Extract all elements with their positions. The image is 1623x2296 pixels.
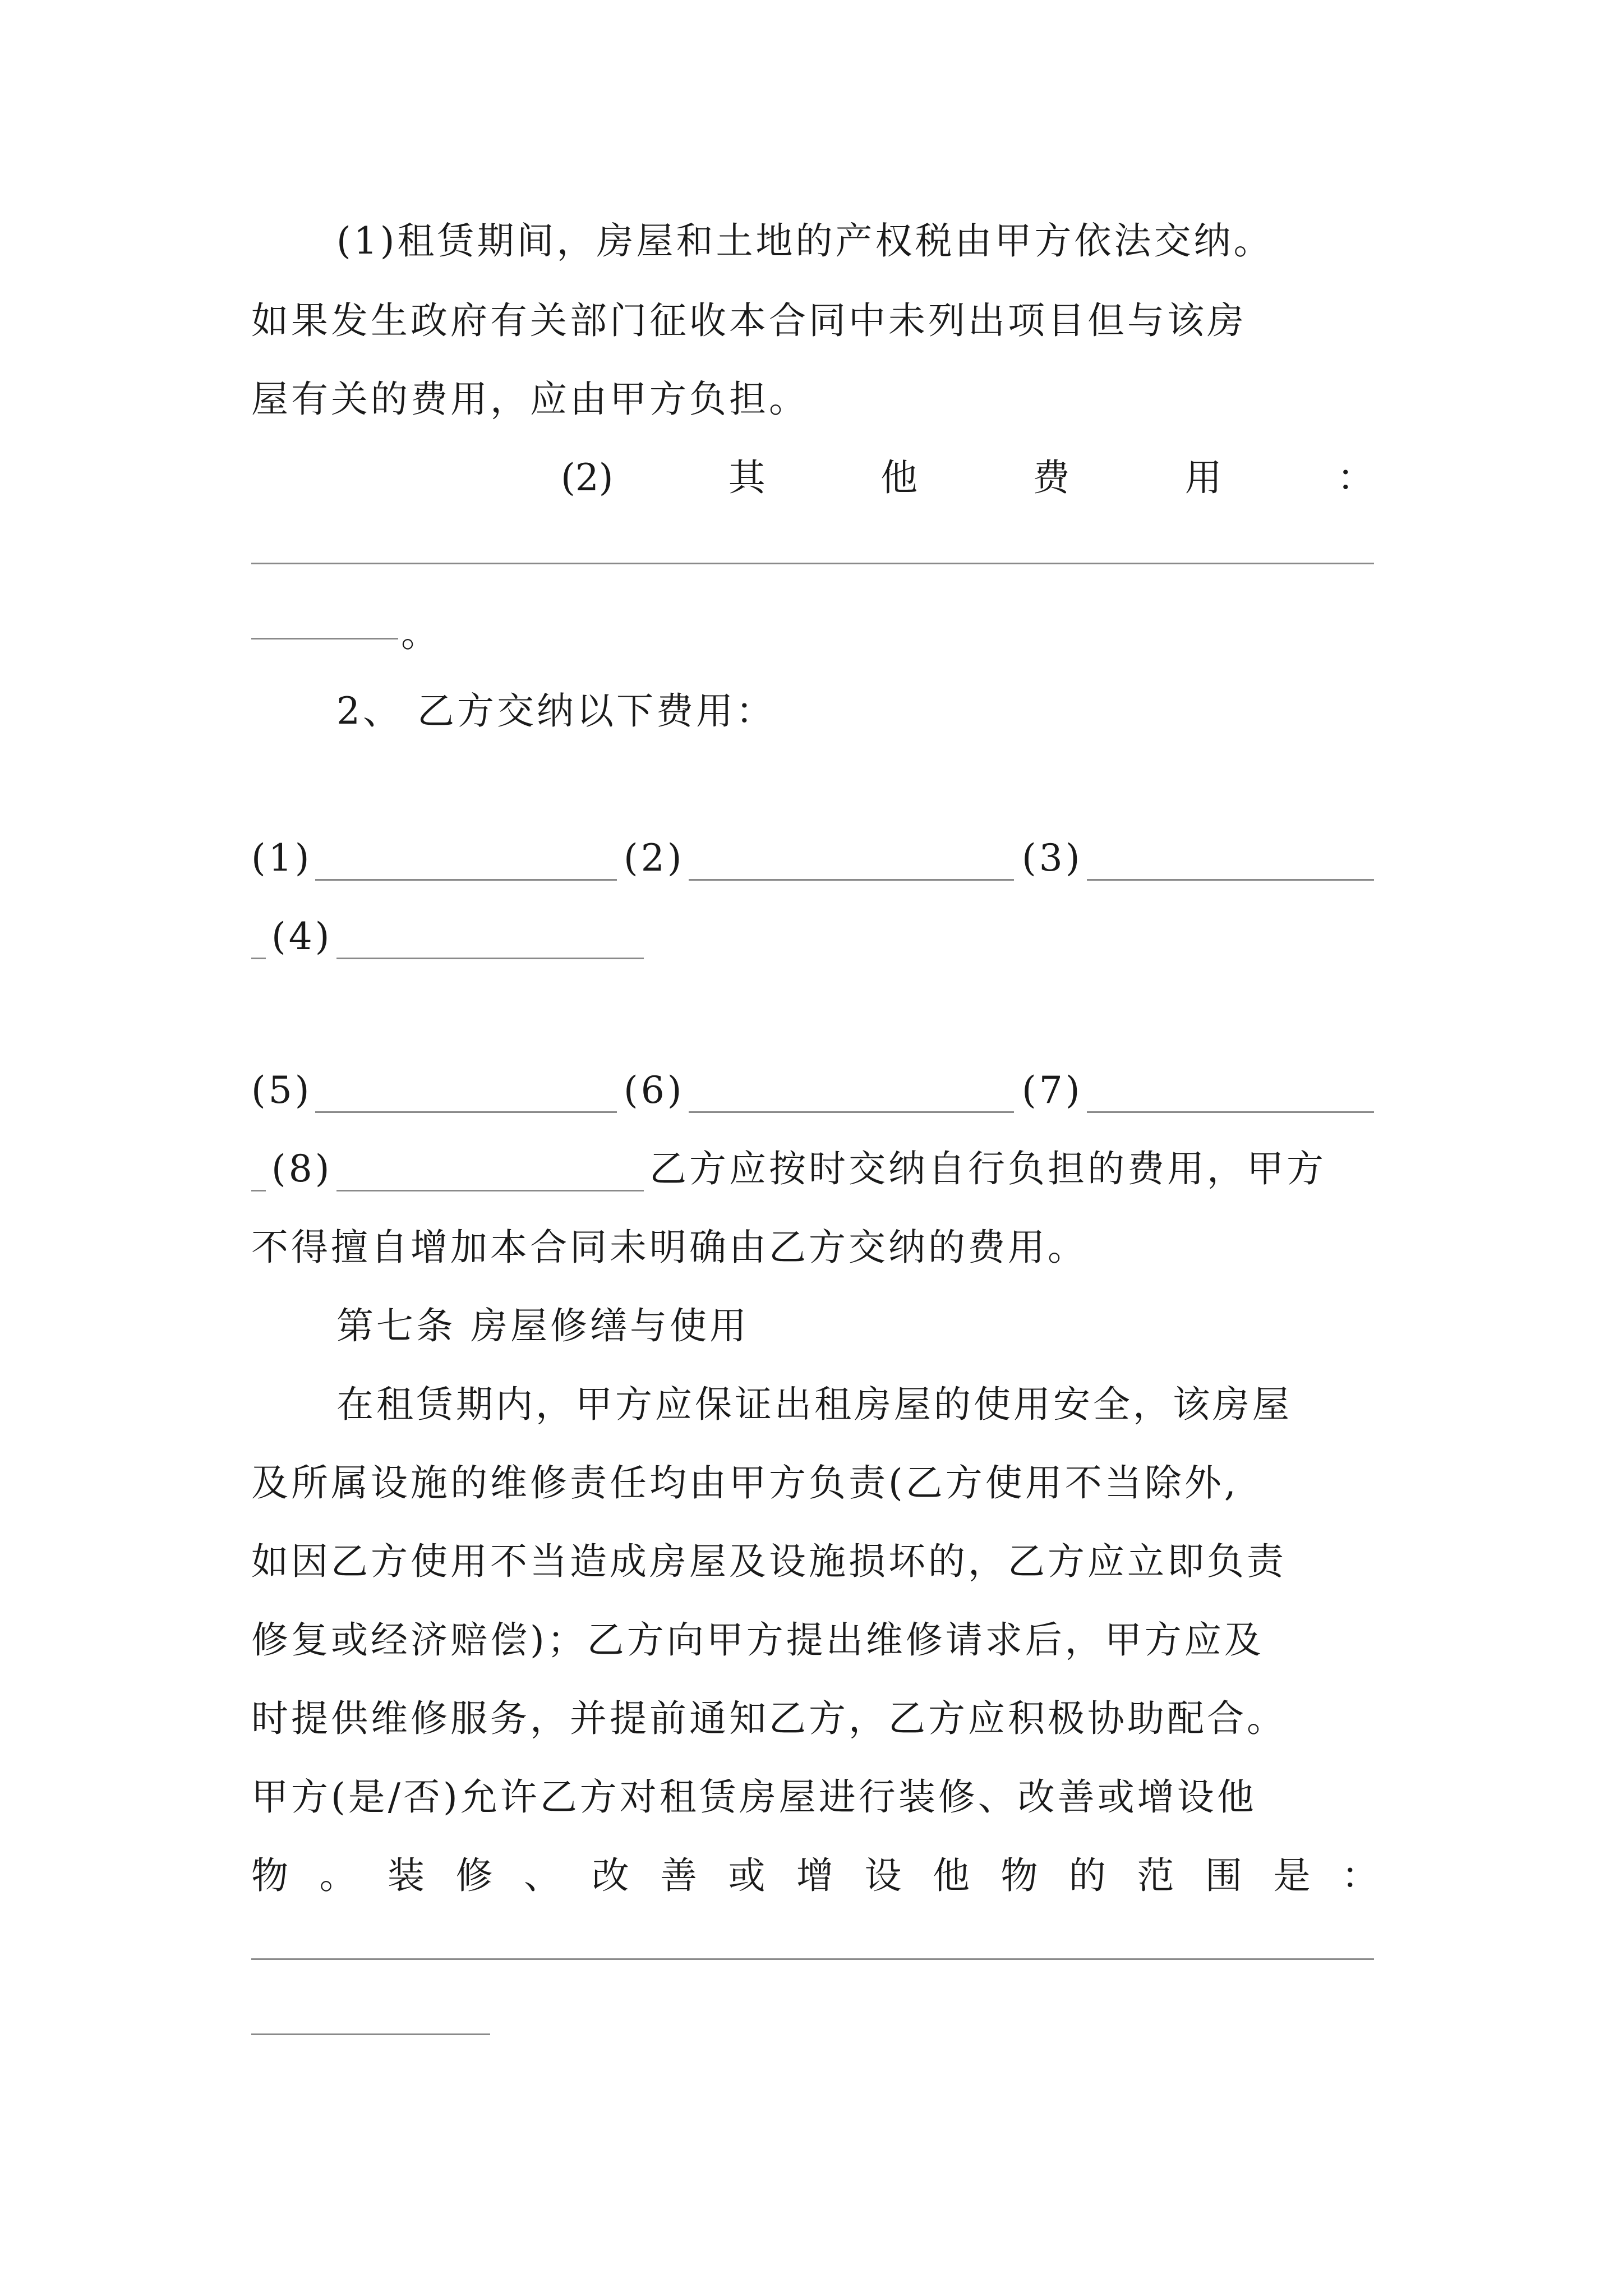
fee-item-label: (5) — [251, 1069, 312, 1112]
justified-char: 改 — [592, 1854, 629, 1897]
other-fees-char: ： — [1336, 456, 1374, 499]
paragraph-line: 乙方应按时交纳自行负担的费用，甲方 — [649, 1147, 1326, 1190]
other-fees-number: (2) — [561, 456, 614, 499]
fill-in-blank-line — [251, 1958, 1374, 1960]
justified-char: 是 — [1273, 1854, 1311, 1897]
justified-char: 善 — [660, 1854, 697, 1897]
justified-char: 物 — [1000, 1854, 1038, 1897]
paragraph-line: 修复或经济赔偿)；乙方向甲方提出维修请求后，甲方应及 — [251, 1618, 1264, 1662]
section-heading: 2、 乙方交纳以下费用： — [336, 689, 776, 733]
justified-char: 。 — [319, 1854, 357, 1897]
fill-in-blank-short — [251, 2033, 490, 2035]
other-fees-char: 他 — [880, 456, 918, 499]
justified-char: ： — [1341, 1854, 1378, 1897]
fee-item-blank — [315, 1111, 617, 1113]
justified-line — [251, 1853, 1378, 1898]
fee-item-label: (7) — [1022, 1069, 1083, 1112]
fee-item-label: (1) — [251, 836, 312, 880]
paragraph-line: 如因乙方使用不当造成房屋及设施损坏的，乙方应立即负责 — [251, 1540, 1287, 1583]
justified-char: 他 — [933, 1854, 970, 1897]
paragraph-line: 甲方(是/否)允许乙方对租赁房屋进行装修、改善或增设他 — [251, 1775, 1257, 1819]
justified-char: 装 — [388, 1854, 425, 1897]
fee-item-blank — [1087, 879, 1374, 881]
other-fees-char: 其 — [728, 456, 766, 499]
fee-item-blank — [251, 1190, 266, 1191]
justified-char: 增 — [796, 1854, 833, 1897]
justified-char: 物 — [251, 1854, 288, 1897]
other-fees-char: 用 — [1184, 456, 1222, 499]
fee-item-label: (3) — [1022, 836, 1083, 880]
paragraph-line: 时提供维修服务，并提前通知乙方，乙方应积极协助配合。 — [251, 1697, 1287, 1740]
paragraph-line: 屋有关的费用，应由甲方负担。 — [251, 378, 809, 421]
paragraph-line: 不得擅自增加本合同未明确由乙方交纳的费用。 — [251, 1226, 1087, 1269]
other-fees-char: 费 — [1032, 456, 1070, 499]
fee-item-blank — [689, 879, 1014, 881]
justified-char: 、 — [524, 1854, 561, 1897]
article-title: 第七条 房屋修缮与使用 — [336, 1304, 749, 1347]
fee-item-label: (6) — [624, 1069, 685, 1112]
fee-item-blank — [1087, 1111, 1374, 1113]
fill-in-blank-short — [251, 638, 398, 639]
paragraph-line: 在租赁期内，甲方应保证出租房屋的使用安全，该房屋 — [336, 1383, 1292, 1426]
fee-item-blank — [689, 1111, 1014, 1113]
justified-char: 范 — [1137, 1854, 1174, 1897]
paragraph-line: 及所属设施的维修责任均由甲方负责(乙方使用不当除外, — [251, 1461, 1239, 1504]
justified-char: 设 — [864, 1854, 902, 1897]
fee-item-blank — [336, 958, 644, 959]
justified-char: 或 — [728, 1854, 766, 1897]
fee-item-blank — [315, 879, 617, 881]
fee-item-label: (4) — [271, 915, 333, 958]
justified-char: 围 — [1205, 1854, 1242, 1897]
justified-char: 修 — [455, 1854, 493, 1897]
fee-item-blank — [251, 958, 266, 959]
fee-item-label: (8) — [271, 1147, 333, 1190]
period-mark: 。 — [401, 612, 441, 655]
fee-item-blank — [336, 1190, 644, 1191]
fill-in-blank-line — [251, 563, 1374, 564]
other-fees-row — [561, 455, 1374, 500]
justified-char: 的 — [1069, 1854, 1106, 1897]
fee-item-label: (2) — [624, 836, 685, 880]
paragraph-line: (1)租赁期间，房屋和土地的产权税由甲方依法交纳。 — [336, 219, 1274, 263]
paragraph-line: 如果发生政府有关部门征收本合同中未列出项目但与该房 — [251, 299, 1247, 342]
